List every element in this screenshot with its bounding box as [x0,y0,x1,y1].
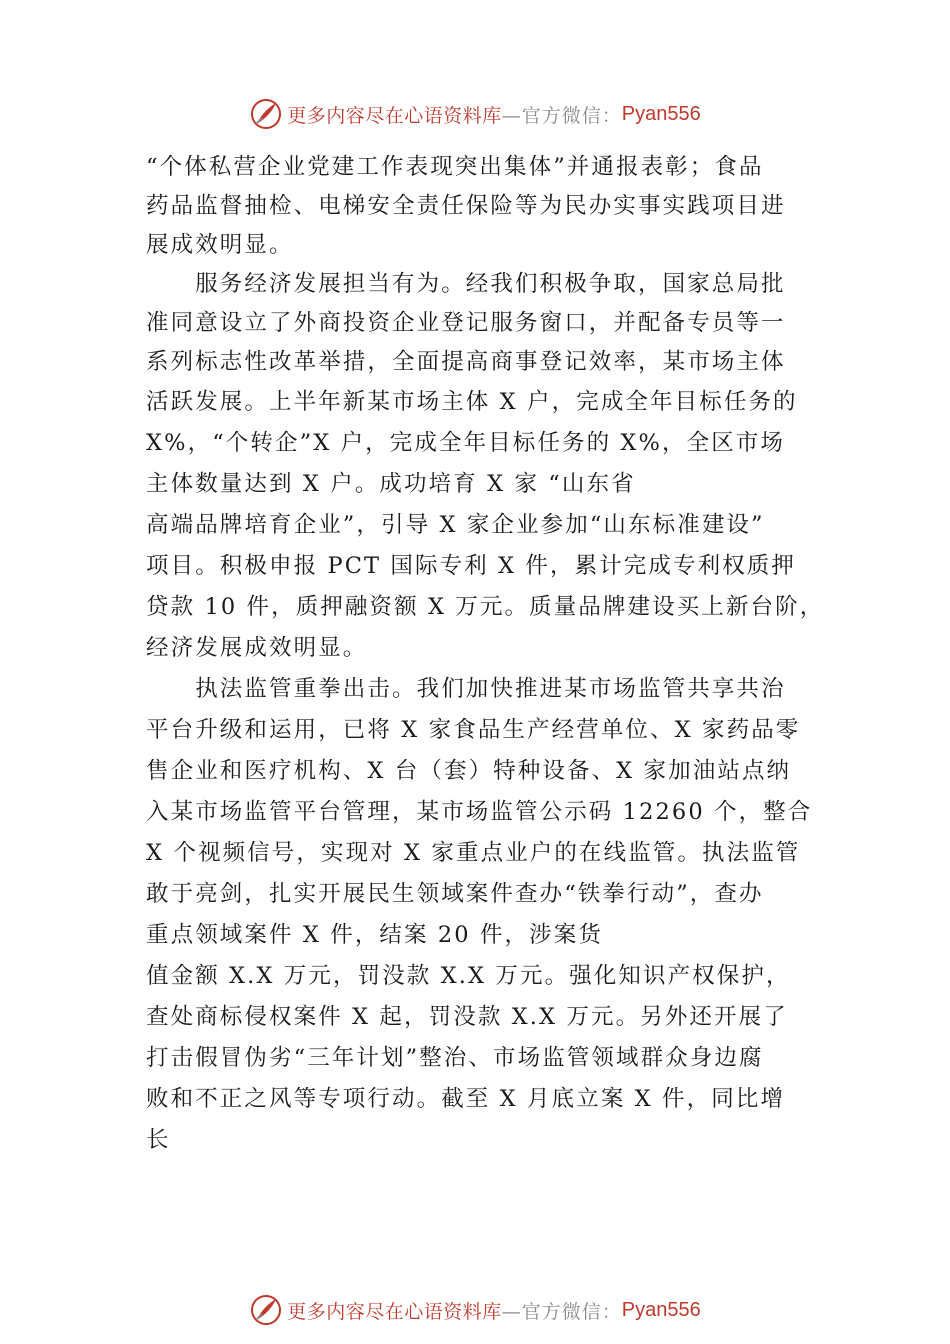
text-line: 高端品牌培育企业”，引导 X 家企业参加“山东标准建设” [146,512,765,538]
document-body [146,148,825,1161]
text-line: 展成效明显。 [146,232,294,258]
watermark-wechat-label: —官方微信： [501,1300,622,1323]
text-line: 值金额 X.X 万元，罚没款 X.X 万元。强化知识产权保护， [146,963,791,989]
watermark-wechat-label: —官方微信： [501,104,622,127]
quill-logo-icon [249,97,283,131]
text-line: 服务经济发展担当有为。经我们积极争取，国家总局批 [146,271,786,297]
text-line: 敢于亮剑，扎实开展民生领域案件查办“铁拳行动”，查办 [146,881,764,907]
text-line: 败和不正之风等专项行动。截至 X 月底立案 X 件，同比增 [146,1086,786,1112]
text-line: 项目。积极申报 PCT 国际专利 X 件，累计完成专利权质押 [146,553,796,579]
footer-watermark [0,1290,950,1330]
text-line: 售企业和医疗机构、X 台（套）特种设备、X 家加油站点纳 [146,758,792,784]
text-line: 贷款 10 件，质押融资额 X 万元。质量品牌建设买上新台阶， [146,594,825,620]
text-line: 重点领域案件 X 件，结案 20 件，涉案货 [146,922,603,948]
watermark-wechat-id: Pyan556 [621,1298,701,1321]
text-line: 主体数量达到 X 户。成功培育 X 家 “山东省 [146,471,636,497]
header-watermark [0,94,950,134]
text-line: 活跃发展。上半年新某市场主体 X 户，完成全年目标任务的 [146,389,798,415]
text-line: 打击假冒伪劣“三年计划”整治、市场监管领域群众身边腐 [146,1045,764,1071]
watermark-brand-text: 更多内容尽在心语资料库 [287,1300,502,1323]
text-line: 执法监管重拳出击。我们加快推进某市场监管共享共治 [146,676,786,702]
text-line: 平台升级和运用，已将 X 家食品生产经营单位、X 家药品零 [146,717,801,743]
watermark-brand-text: 更多内容尽在心语资料库 [287,104,502,127]
text-line: X 个视频信号，实现对 X 家重点业户的在线监管。执法监管 [146,840,801,866]
text-line: X%，“个转企”X 户，完成全年目标任务的 X%，全区市场 [146,430,786,456]
text-line: 药品监督抽检、电梯安全责任保险等为民办实事实践项目进 [146,193,786,219]
watermark-wechat-id: Pyan556 [621,102,701,125]
text-line: 准同意设立了外商投资企业登记服务窗口，并配备专员等一 [146,310,786,336]
text-line: 入某市场监管平台管理，某市场监管公示码 12260 个，整合 [146,799,813,825]
quill-logo-icon [249,1293,283,1327]
text-line: 系列标志性改革举措，全面提高商事登记效率，某市场主体 [146,349,786,375]
text-line: 长 [146,1127,171,1153]
text-line: “个体私营企业党建工作表现突出集体”并通报表彰；食品 [146,154,764,180]
text-line: 经济发展成效明显。 [146,635,368,661]
text-line: 查处商标侵权案件 X 起，罚没款 X.X 万元。另外还开展了 [146,1004,788,1030]
